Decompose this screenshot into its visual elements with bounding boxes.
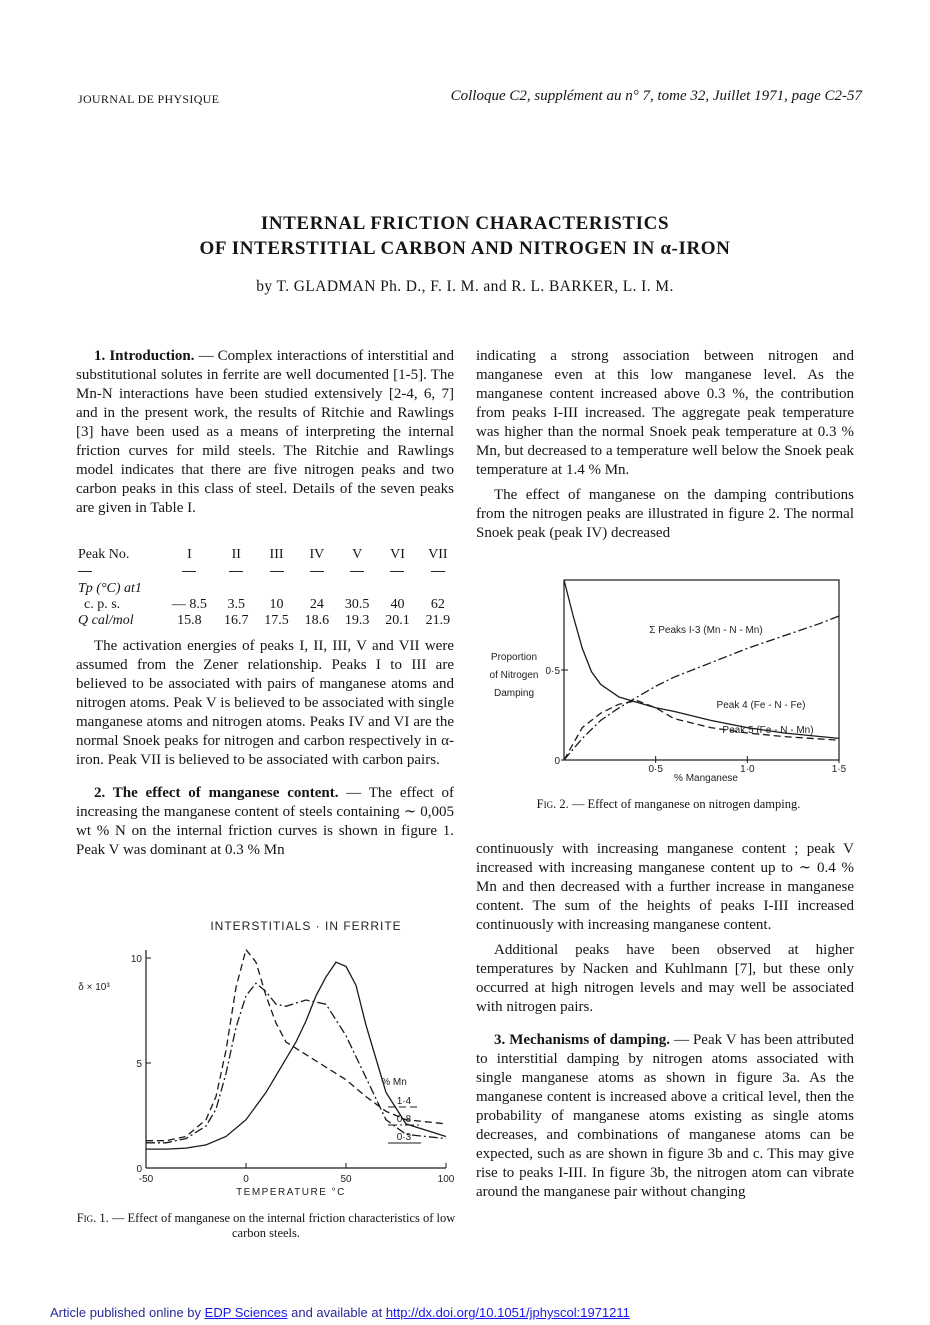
x-tick-label: 1·0 [740, 764, 755, 775]
figure-2-caption [476, 797, 861, 812]
figure-1-caption-text: — Effect of manganese on the internal friction characteristics of low carbon steels. [108, 1211, 456, 1240]
table-row [76, 581, 458, 597]
table-cell: 18.6 [304, 613, 330, 628]
y-axis-label: δ × 10³ [78, 982, 110, 993]
paper-title-line-2: OF INTERSTITIAL CARBON AND NITROGEN IN α-IRON [199, 238, 731, 259]
mechanisms-text: — Peak V has been attributed to interstitial damping by nitrogen atoms associated with single manganese atoms as shown in figure 3a. As the manganese content is increased above a critical level, then the probability of manganese atoms existing as single atoms decreases, and combinations of manganese atoms can be expected, such as are shown in figure 3b and c. This may give rise to peaks I-III. In figure 3b, the nitrogen atom can vibrate around the manganese pair without changing [476, 1032, 854, 1200]
table-header-cell: I [187, 547, 192, 562]
authors: by T. GLADMAN Ph. D., F. I. M. and R. L. BARKER, L. I. M. [256, 278, 674, 295]
paper-title-line-1: INTERNAL FRICTION CHARACTERISTICS [260, 213, 670, 234]
table-cell: 21.9 [425, 613, 451, 628]
citation-line: Colloque C2, supplément au n° 7, tome 32, Juillet 1971, page C2-57 [450, 88, 862, 104]
x-axis-label: % Manganese [674, 773, 738, 784]
table-row-label: Tp (°C) at1 [78, 581, 142, 596]
table-rule [270, 571, 284, 572]
intro-heading: 1. Introduction. [94, 348, 195, 364]
table-header-cell: VI [390, 547, 405, 562]
series-label: Peak 4 (Fe - N - Fe) [716, 700, 806, 711]
y-tick-label: 0 [554, 756, 560, 767]
right-paragraph-1: indicating a strong association between nitrogen and manganese even at this low manganese level. As the manganese content increased above 0.3 %, the contribution from peaks I-III increased. The aggregate peak temperature was higher than the normal Snoek peak temperature at 0.3 % Mn, but decreased to a temperature well below the Snoek peak temperature at 1.4 % Mn. [476, 348, 854, 478]
mechanisms-heading: 3. Mechanisms of damping. [494, 1032, 671, 1048]
table-header-cell: V [352, 547, 363, 562]
peaks-table [76, 547, 458, 629]
table-cell: 10 [269, 597, 284, 612]
figure-1-chart [76, 910, 456, 1205]
y-axis-label: Damping [493, 688, 535, 699]
table-rule [310, 571, 324, 572]
table-row [76, 597, 458, 613]
y-tick-label: 10 [130, 954, 142, 965]
x-axis-label: TEMPERATURE °C [236, 1187, 346, 1198]
effect-text: — The effect of increasing the manganese content of steels containing ∼ 0,005 wt % N on the internal friction curves is shown in figure 1. Peak V was dominant at 0.3 % Mn [76, 785, 455, 858]
table-cell: 16.7 [223, 613, 249, 628]
legend-title: % Mn [381, 1077, 407, 1088]
figure-1-caption-label: Fig. 1. [76, 1211, 109, 1225]
table-rule [390, 571, 404, 572]
mechanisms-paragraph [476, 1031, 854, 1202]
y-tick-label: 5 [136, 1059, 142, 1070]
series-label: Peak 5 (Fe - N - Mn) [722, 725, 814, 736]
table-cell: 24 [309, 597, 324, 612]
right-column-bottom [476, 840, 854, 1208]
footer-middle: and available at [287, 1305, 386, 1320]
intro-paragraph [76, 347, 454, 518]
left-column-top [76, 347, 454, 524]
figure-2-caption-label: Fig. 2. [536, 797, 569, 811]
series-label: 1·4 [396, 1096, 412, 1107]
activation-paragraph: The activation energies of peaks I, II, III, V and VII were assumed from the Zener relationship. Peaks I to III are believed to be associated with pairs of manganese atoms and nitrogen atoms. Peak V is believed to be associated with single manganese atoms and nitrogen atoms. Peaks IV and VI are the normal Snoek peaks for nitrogen and carbon respectively in α-iron. Peak VII is believed to be associated with carbon pairs. [76, 638, 454, 768]
table-header-cell: II [231, 547, 241, 562]
table-row [76, 613, 458, 629]
x-tick-label: 50 [340, 1174, 352, 1185]
x-tick-label: 1·5 [831, 764, 847, 775]
series-label: 0·3 [396, 1132, 412, 1143]
y-axis-label: Proportion [490, 652, 538, 663]
table-rule-row [76, 563, 458, 581]
series-label: 0·8 [396, 1114, 412, 1125]
y-tick-label: 0·5 [545, 666, 560, 677]
figure-2-chart [476, 570, 861, 792]
table-header-cell: IV [309, 547, 325, 562]
table-rule [182, 571, 196, 572]
table-header-cell: Peak No. [78, 547, 130, 562]
table-cell: 15.8 [177, 613, 202, 628]
table-cell: — 8.5 [171, 597, 207, 612]
effect-heading: 2. The effect of manganese content. [94, 785, 339, 801]
series-line [146, 950, 446, 1141]
table-header-cell: VII [428, 547, 448, 562]
table-cell: 3.5 [227, 597, 245, 612]
chart-title: INTERSTITIALS · IN FERRITE [210, 919, 402, 933]
series-line [564, 580, 839, 738]
table-rule [78, 571, 92, 572]
table-1 [76, 547, 458, 629]
right-paragraph-4: Additional peaks have been observed at higher temperatures by Nacken and Kuhlmann [7], but these only occurred at high nitrogen levels and may well be associated with nitrogen pairs. [476, 942, 854, 1015]
effect-paragraph [76, 784, 454, 860]
table-row-label: c. p. s. [84, 597, 121, 612]
table-cell: 40 [390, 597, 405, 612]
table-rule [431, 571, 445, 572]
table-cell: 19.3 [344, 613, 370, 628]
table-row-label: Q cal/mol [78, 613, 134, 628]
x-tick-label: 0·5 [648, 764, 663, 775]
left-column-middle [76, 637, 454, 866]
right-column-top [476, 347, 854, 549]
table-header-cell: III [269, 547, 284, 562]
doi-link[interactable]: http://dx.doi.org/10.1051/jphyscol:1971211 [385, 1305, 630, 1320]
right-paragraph-3: continuously with increasing manganese content ; peak V increased with increasing manganese content up to ∼ 0.4 % Mn and then decreased with a further increase in manganese content. The sum of the heights of peaks I-III increased continuously with increasing manganese content. [476, 841, 854, 933]
y-tick-label: 0 [136, 1164, 142, 1175]
figure-2-caption-text: — Effect of manganese on nitrogen damping. [568, 797, 801, 811]
right-paragraph-2: The effect of manganese on the damping contributions from the nitrogen peaks are illustrated in figure 2. The normal Snoek peak (peak IV) decreased [476, 487, 854, 541]
x-tick-label: 100 [437, 1174, 455, 1185]
y-axis-label: of Nitrogen [489, 670, 539, 681]
footer-prefix: Article published online by [50, 1305, 205, 1320]
table-cell: 62 [430, 597, 445, 612]
journal-name: JOURNAL DE PHYSIQUE [78, 92, 220, 106]
table-rule [229, 571, 243, 572]
publisher-link[interactable]: EDP Sciences [204, 1305, 288, 1320]
x-tick-label: -50 [138, 1174, 154, 1185]
footer [50, 1305, 630, 1320]
figure-1-caption [76, 1211, 456, 1241]
table-cell: 20.1 [385, 613, 410, 628]
series-label: Σ Peaks I-3 (Mn - N - Mn) [649, 625, 763, 636]
table-cell: 17.5 [264, 613, 289, 628]
intro-text: — Complex interactions of interstitial and substitutional solutes in ferrite are well documented [1-5]. The Mn-N interactions have been studied extensively [2-4, 6, 7] and in the present work, the results of Ritchie and Rawlings [3] have been used as a means of interpreting the internal friction curves for mild steels. The Ritchie and Rawlings model indicates that there are five nitrogen peaks and two carbon peaks in this class of steel. Details of the seven peaks are given in Table I. [76, 348, 454, 516]
table-cell: 30.5 [344, 597, 370, 612]
table-rule [350, 571, 364, 572]
x-tick-label: 0 [243, 1174, 249, 1185]
table-header-row [76, 547, 458, 563]
